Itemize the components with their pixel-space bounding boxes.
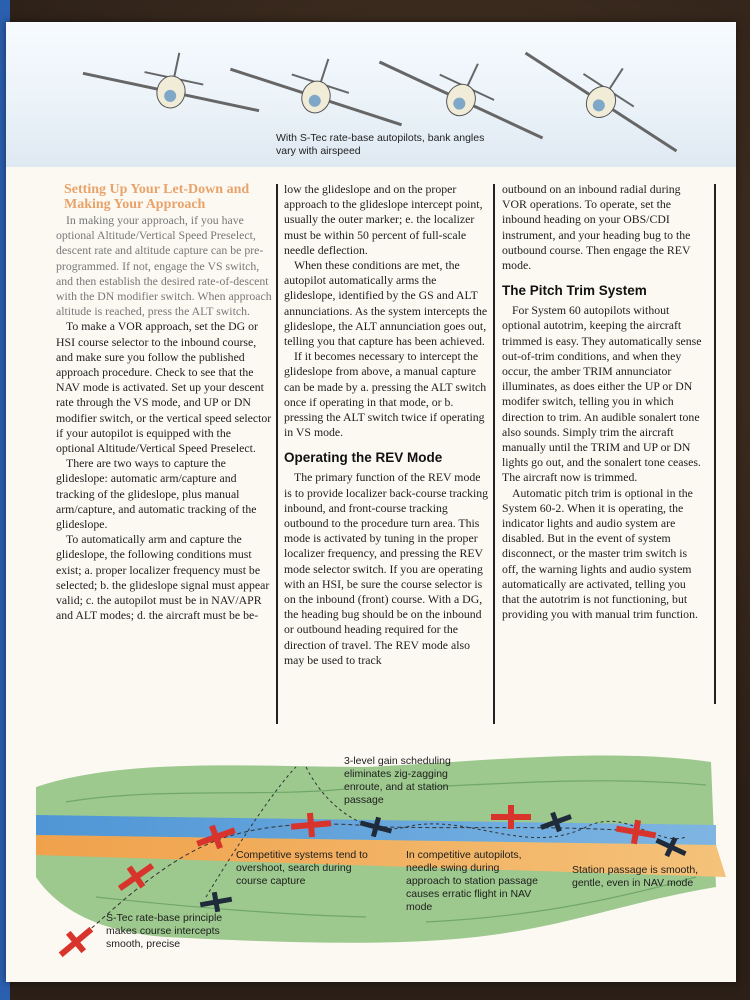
competitor-overshoot-label: Competitive systems tend to overshoot, search during course capture (236, 849, 368, 887)
airplane-icon (517, 22, 698, 164)
article-column-2 (284, 182, 489, 668)
section-heading-letdown: Setting Up Your Let-Down and Making Your Approach (64, 182, 250, 212)
paragraph: To automatically arm and capture the glideslope, the following conditions must exist; a. proper localizer frequency must be selected; b. the glideslope signal must appear valid; c. the autopilot must be in NAV/APR and ALT modes; d. the aircraft must be be- (56, 532, 270, 623)
article-column-1 (56, 182, 272, 623)
airplane-icon (80, 34, 268, 126)
paragraph: To make a VOR approach, set the DG or HSI course selector to the inbound course, and make sure you follow the published approach procedure. Check to see that the NAV mode is activated. Set up your descent rate through the VS mode, and UP or DN modifier switch, or the vertical speed selector if your autopilot is equipped with the optional Altitude/Vertical Speed Preselect. (56, 319, 272, 456)
section-heading-rev-mode: Operating the REV Mode (284, 450, 443, 466)
gain-scheduling-label: 3-level gain scheduling eliminates zig-zagging enroute, and at station passage (344, 755, 451, 806)
paragraph: If it becomes necessary to intercept the glideslope from above, a manual capture can be made by a. pressing the ALT switch once if operating in that mode, or b. pressing the ALT switch twice if operating in VS mode. (284, 349, 487, 440)
station-passage-label: Station passage is smooth, gentle, even in NAV mode (572, 864, 699, 889)
paragraph: When these conditions are met, the autopilot automatically arms the glideslope, identified by the GS and ALT annunciations. As the system intercepts the glideslope, the ALT annunciation goes out, telling you that capture has been achieved. (284, 258, 488, 349)
paragraph: There are two ways to capture the glideslope: automatic arm/capture and tracking of the glideslope, plus manual arm/capture, and automatic tracking of the glideslope. (56, 456, 257, 532)
paragraph: In making your approach, if you have optional Altitude/Vertical Speed Preselect, descent rate and altitude capture can be pre-programmed. If not, engage the VS switch, and then establish the desired rate-of-descent with the DN modifier switch. When approach altitude is reached, press the ALT switch. (56, 213, 272, 319)
section-heading-pitch-trim: The Pitch Trim System (502, 283, 647, 299)
airplane-icon (225, 31, 413, 140)
column-divider (714, 184, 716, 704)
column-divider (493, 184, 495, 724)
article-column-3 (502, 182, 702, 622)
paragraph: For System 60 autopilots without optional autotrim, keeping the aircraft trimmed is easy. They automatically sense out-of-trim conditions, and when they occur, the amber TRIM annunciator illuminates, as does either the UP or DN modifer switch, telling you in which direction to trim. An audible sonalert tone also sounds. Simply trim the aircraft manually until the TRIM and UP or DN lights go out, and the sonalert tone ceases. The aircraft now is trimmed. (502, 303, 702, 485)
competitor-needle-label: In competitive autopilots, needle swing during approach to station passage causes erratic flight in NAV mode (406, 849, 538, 913)
column-divider (276, 184, 278, 724)
paragraph: outbound on an inbound radial during VOR operations. To operate, set the inbound heading on your OBS/CDI instrument, and your heading bug to the outbound course. Then engage the REV mode. (502, 182, 691, 273)
paragraph: low the glideslope and on the proper approach to the glideslope intercept point, usually the outer marker; e. the localizer must be within 50 percent of full-scale needle deflection. (284, 182, 483, 257)
stec-principle-label: S-Tec rate-base principle makes course intercepts smooth, precise (106, 912, 223, 950)
hero-caption: With S-Tec rate-base autopilots, bank angles vary with airspeed (276, 132, 485, 157)
brochure-page (6, 22, 736, 982)
paragraph: Automatic pitch trim is optional in the System 60-2. When it is operating, the indicator lights and audio system are disabled. But in the event of system disconnect, or the master trim switch is off, the warning lights and audio system automatically are activated, telling you that the autotrim is not functioning, but providing you with manual trim function. (502, 485, 698, 622)
hero-illustration (6, 22, 736, 167)
course-tracking-illustration (6, 727, 736, 982)
paragraph: The primary function of the REV mode is to provide localizer back-course tracking inbound, and front-course tracking outbound to the procedure turn area. This mode is activated by tuning in the proper localizer frequency, and pressing the REV mode selector switch. If you are operating with an HSI, be sure the course selector is on the inbound (front) course. With a DG, the heading bug should be on the inbound or outbound heading required for the direction of travel. The REV mode also may be used to track (284, 470, 489, 667)
stec-airplane-icon (53, 920, 99, 964)
